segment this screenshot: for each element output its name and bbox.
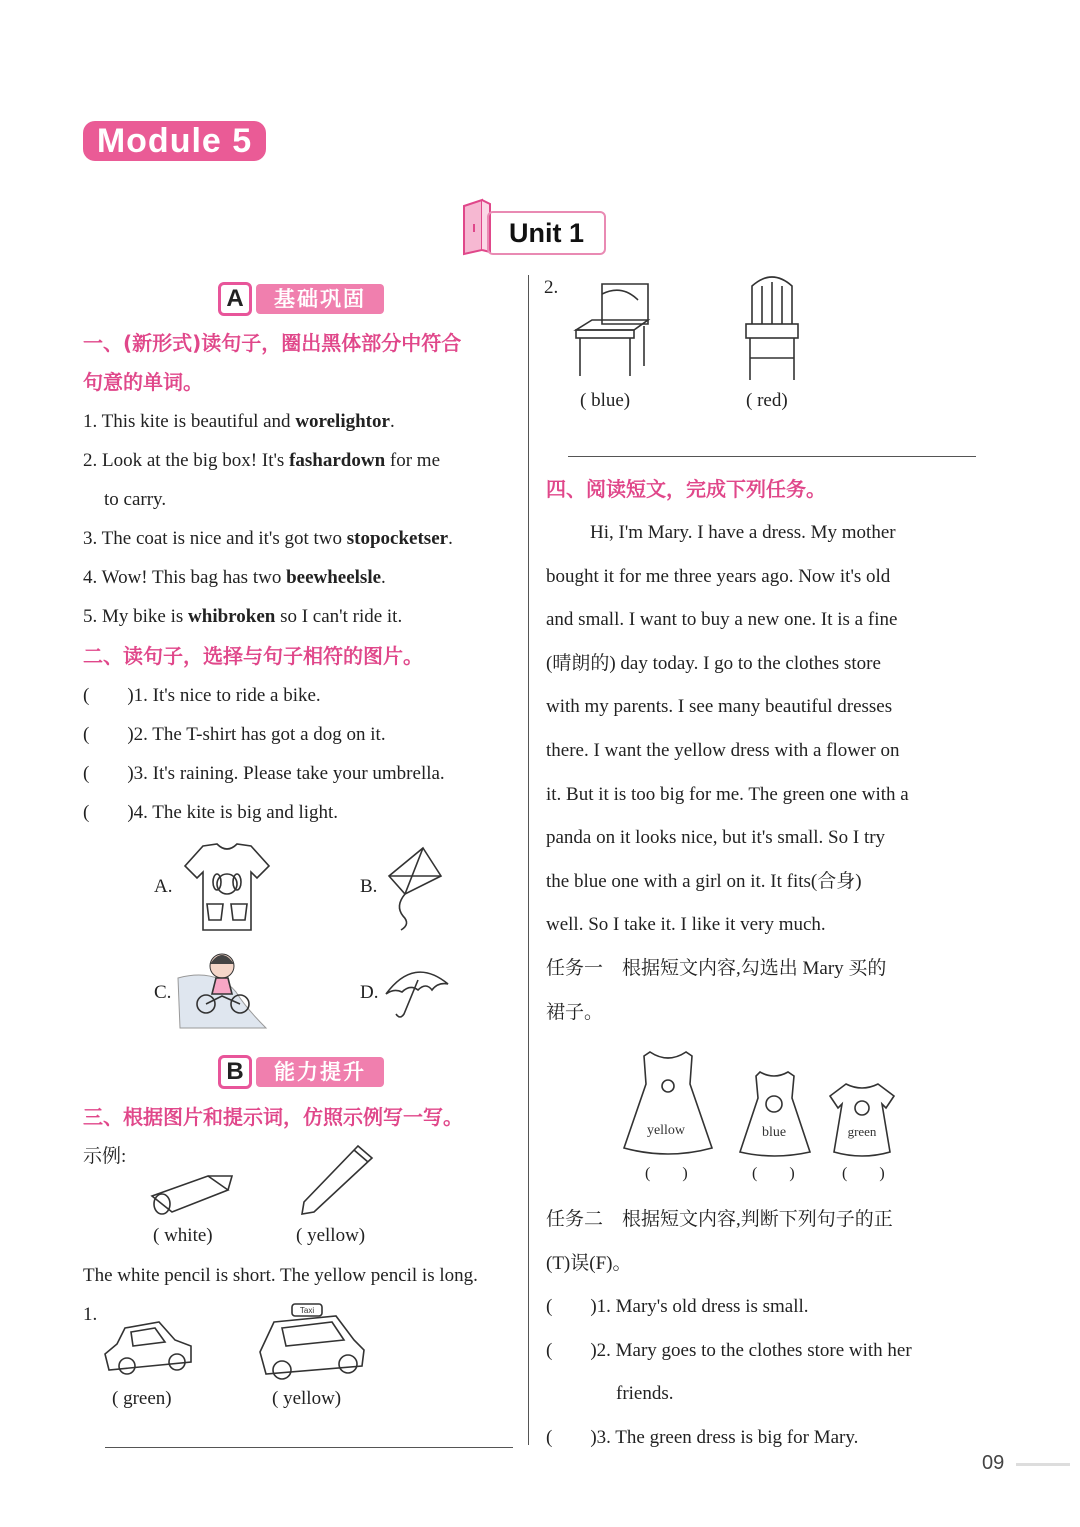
task2-line-1: 任务二 根据短文内容,判断下列句子的正: [546, 1209, 893, 1230]
dress-choice-3[interactable]: ( ): [842, 1165, 885, 1182]
q1-item-2-cont: to carry.: [104, 489, 167, 510]
q3-example-sentence: The white pencil is short. The yellow pencil is long.: [83, 1265, 478, 1286]
unit-title: Unit 1: [487, 211, 606, 255]
task1-line-1: 任务一 根据短文内容,勾选出 Mary 买的: [546, 957, 887, 979]
item1-word-yellow: ( yellow): [272, 1388, 342, 1409]
answer-line-2: [568, 456, 976, 457]
q1-item-2: 2. Look at the big box! It's fashardown for me: [83, 450, 441, 471]
section-a-badge: [218, 282, 384, 316]
task1-line-2: 裙子。: [546, 1001, 604, 1023]
short-pencil-picture: [148, 1172, 234, 1218]
passage-line-3: and small. I want to buy a new one. It is a fine: [546, 609, 898, 631]
passage-line-8: panda on it looks nice, but it's small. So I try: [546, 827, 886, 849]
passage-line-10: well. So I take it. I like it very much.: [546, 914, 826, 936]
tshirt-dog-picture: [183, 842, 271, 934]
example-word-white: ( white): [153, 1225, 213, 1246]
judgement-3: ( )3. The green dress is big for Mary.: [546, 1426, 859, 1448]
option-c-label: C.: [154, 982, 172, 1003]
q1-item-3: 3. The coat is nice and it's got two stopocketser.: [83, 528, 453, 549]
q3-item-1-number: 1.: [83, 1304, 98, 1325]
column-divider: [528, 275, 529, 1445]
girl-riding-bike-picture: [176, 948, 268, 1032]
option-d-label: D.: [360, 982, 379, 1003]
passage-line-4: (晴朗的) day today. I go to the clothes store: [546, 652, 881, 674]
tall-chair-picture: [744, 274, 800, 384]
long-pencil-picture: [298, 1142, 376, 1216]
example-word-yellow: ( yellow): [296, 1225, 366, 1246]
page-number: 09: [982, 1452, 1005, 1474]
option-b-label: B.: [360, 876, 378, 897]
section-b-letter: B: [218, 1055, 252, 1089]
section-a-letter: A: [218, 282, 252, 316]
answer-line-1: [105, 1447, 513, 1448]
judgement-2-cont: friends.: [616, 1383, 674, 1405]
blue-dress-picture: [736, 1068, 814, 1160]
green-dress-picture: [826, 1080, 898, 1160]
judgement-2: ( )2. Mary goes to the clothes store with her: [546, 1339, 912, 1361]
kite-picture: [385, 846, 445, 932]
judgement-1: ( )1. Mary's old dress is small.: [546, 1296, 809, 1318]
reading-passage: [546, 511, 976, 1034]
task2-block: [546, 1198, 976, 1460]
passage-line-2: bought it for me three years ago. Now it's old: [546, 565, 891, 587]
q2-item-1: ( )1. It's nice to ride a bike.: [83, 685, 321, 706]
q2-item-4: ( )4. The kite is big and light.: [83, 802, 339, 823]
task2-line-2: (T)误(F)。: [546, 1252, 632, 1274]
small-car-picture: [103, 1318, 195, 1378]
q2-item-3: ( )3. It's raining. Please take your umbrella.: [83, 763, 445, 784]
item1-word-green: ( green): [112, 1388, 172, 1409]
option-a-label: A.: [154, 876, 173, 897]
dress-yellow-label: yellow: [646, 1123, 686, 1138]
section-b-badge: [218, 1055, 384, 1089]
passage-line-1: Hi, I'm Mary. I have a dress. My mother: [590, 522, 896, 543]
yellow-dress-picture: [620, 1048, 716, 1160]
item2-word-red: ( red): [746, 390, 788, 411]
passage-line-6: there. I want the yellow dress with a flower on: [546, 739, 900, 761]
umbrella-picture: [382, 960, 452, 1022]
q3-heading: 三、根据图片和提示词，仿照示例写一写。: [83, 1105, 463, 1129]
section-a-title: 基础巩固: [256, 284, 384, 314]
section-b-title: 能力提升: [256, 1057, 384, 1087]
q2-item-2: ( )2. The T-shirt has got a dog on it.: [83, 724, 386, 745]
module-title: Module 5: [83, 121, 266, 161]
q1-item-1: 1. This kite is beautiful and worelightor.: [83, 411, 395, 432]
dress-blue-label: blue: [761, 1125, 787, 1140]
q1-heading-1: 一、(新形式)读句子，圈出黑体部分中符合: [83, 331, 462, 355]
q2-heading: 二、读句子，选择与句子相符的图片。: [83, 644, 423, 668]
q1-heading-2: 句意的单词。: [83, 370, 203, 394]
passage-line-7: it. But it is too big for me. The green one with a: [546, 783, 909, 805]
q4-heading: 四、阅读短文，完成下列任务。: [546, 477, 826, 501]
short-chair-picture: [572, 280, 654, 382]
item2-word-blue: ( blue): [580, 390, 631, 411]
passage-line-5: with my parents. I see many beautiful dresses: [546, 696, 893, 718]
q1-item-5: 5. My bike is whibroken so I can't ride it.: [83, 606, 403, 627]
taxi-picture: [256, 1302, 368, 1380]
q1-item-4: 4. Wow! This bag has two beewheelsle.: [83, 567, 386, 588]
taxi-sign-text: Taxi: [299, 1306, 315, 1315]
dress-choice-2[interactable]: ( ): [752, 1165, 795, 1182]
q3-item-2-number: 2.: [544, 277, 559, 298]
dress-green-label: green: [847, 1124, 877, 1139]
page-number-rule: [1016, 1463, 1070, 1466]
dress-choice-1[interactable]: ( ): [645, 1165, 688, 1182]
q3-example-label: 示例:: [83, 1146, 127, 1167]
passage-line-9: the blue one with a girl on it. It fits(合身): [546, 870, 862, 892]
